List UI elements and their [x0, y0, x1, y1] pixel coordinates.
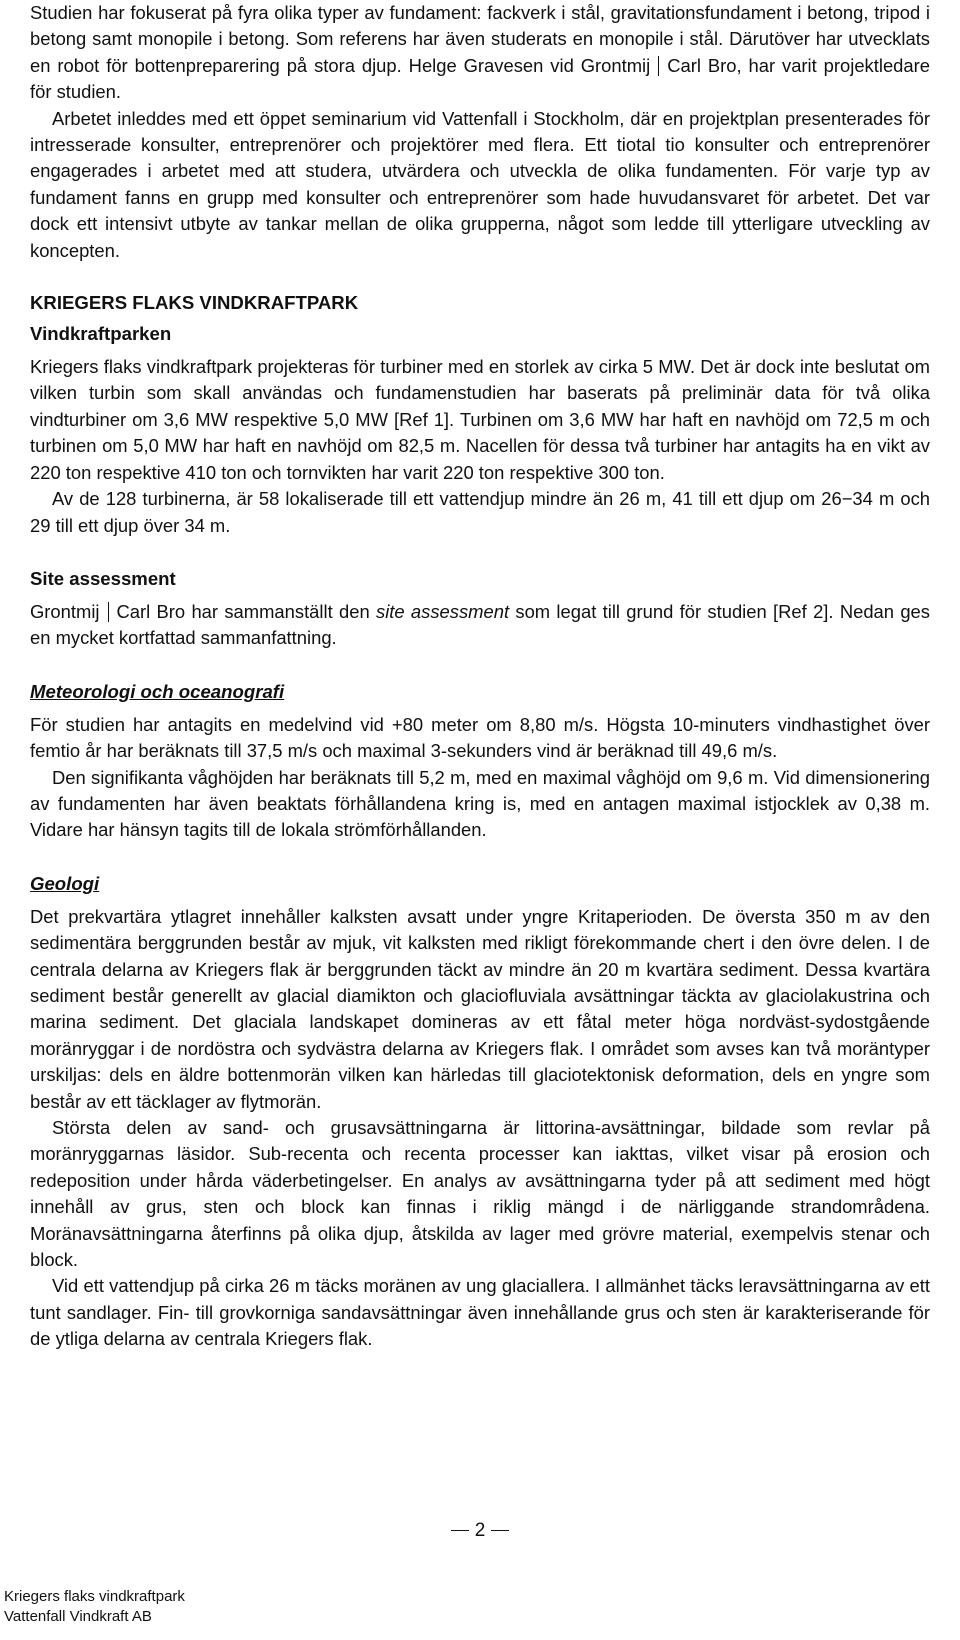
dash-left: [451, 1530, 469, 1532]
dash-right: [491, 1530, 509, 1532]
org-name-carl-bro: Carl Bro, har varit projektledare för studien.: [30, 54, 930, 103]
page-number-value: 2: [474, 1520, 486, 1541]
site-assessment-italic: site assessment: [376, 600, 510, 622]
body-text: [30, 0, 930, 1353]
park-paragraph-2: Av de 128 turbinerna, är 58 lokaliserade till ett vattendjup mindre än 26 m, 41 till ett djup om 26−34 m och 29 till ett djup över 34 m.: [30, 488, 930, 536]
footer-line-1: Kriegers flaks vindkraftpark: [4, 1588, 185, 1605]
intro-paragraph-2: Arbetet inleddes med ett öppet seminarium vid Vattenfall i Stockholm, där en projektplan presenterades för intresserade konsulter, entreprenörer och projektörer med flera. Ett tiotal tio konsulter och entreprenörer engagerades i arbetet med att studera, utvärdera och utveckla de olika fundamenten. För varje typ av fundament fanns en grupp med konsulter och entreprenörer som hade huvudansvaret för arbetet. Det var dock ett intensivt utbyte av tankar mellan de olika grupperna, något som ledde till ytterligare utveckling av koncepten.: [30, 107, 930, 261]
section-title: KRIEGERS FLAKS VINDKRAFTPARK: [30, 292, 359, 314]
site-assessment-paragraph: [30, 599, 930, 652]
intro-paragraph-1: [30, 0, 930, 106]
site-assessment-title: Site assessment: [30, 567, 176, 589]
park-paragraph-1: Kriegers flaks vindkraftpark projekteras för turbiner med en storlek av cirka 5 MW. Det är dock inte beslutat om vilken turbin som skall användas och fundamenstudien har baserats på preliminär data för två olika vindturbiner om 3,6 MW respektive 5,0 MW [Ref 1]. Turbinen om 3,6 MW har haft en navhöjd om 72,5 m och turbinen om 5,0 MW har haft en navhöjd om 82,5 m. Nacellen för dessa två turbiner har antagits ha en vikt av 220 ton respektive 410 ton och tornvikten har varit 220 ton respektive 300 ton.: [30, 356, 930, 483]
meteorology-paragraph-1: För studien har antagits en medelvind vid +80 meter om 8,80 m/s. Högsta 10-minuters vindhastighet över femtio år har beräknats till 37,5 m/s och maximal 3-sekunders vind är beräknad till 49,6 m/s.: [30, 713, 930, 762]
site-text: Carl Bro har sammanställt den: [116, 600, 370, 622]
page-footer: [4, 1587, 185, 1627]
intro-text: Studien har fokuserat på fyra olika typer av fundament: fackverk i stål, gravitationsfundament i betong, tripod i betong samt monopile i betong. Som referens har även studerats en monopile i stål. Därutöver har utvecklats en robot för bottenpreparering på stora djup. Helge Gravesen vid: [30, 2, 930, 76]
geology-paragraph-2: Största delen av sand- och grusavsättningarna är littorina-avsättningar, bildade som revlar på moränryggarnas läsidor. Sub-recenta och recenta processer kan iakttas, vilket visar på erosion och redeposition under hårda väderbetingelser. En analys av avsättningarna tyder på att sediment med högt innehåll av grus, sten och block kan finnas i riklig mängd i de närliggande strandområdena. Moränavsättningarna återfinns på olika djup, åtskilda av lager med grövre material, exempelvis stenar och block.: [30, 1117, 930, 1271]
meteorology-title: Meteorologi och oceanografi: [30, 680, 285, 702]
section-subtitle: Vindkraftparken: [30, 323, 172, 345]
separator-bar: [108, 602, 109, 622]
geology-paragraph-1: Det prekvartära ytlagret innehåller kalksten avsatt under yngre Kritaperioden. De översta 350 m av den sedimentära berggrunden består av mjuk, vit kalksten med rikligt förekommande chert i den övre delen. I de centrala delarna av Kriegers flak är berggrunden täckt av mindre än 20 m kvartära sediment. Dessa kvartära sediment består generellt av glacial diamikton och glaciofluviala avsättningar täckta av glaciolakustrina och marina sediment. Det glaciala landskapet domineras av ett fåtal meter höga nordväst-sydostgående moränryggar i de nordöstra och sydvästra delarna av Kriegers flak. I området som avses kan två moräntyper urskiljas: dels en äldre bottenmorän vilken kan härledas till glaciotektonisk deformation, dels en yngre som består av ett täcklager av flytmorän.: [30, 905, 930, 1112]
site-text-rest: som legat till grund för studien [Ref 2]. Nedan ges en mycket kortfattad sammanfattning.: [30, 600, 930, 649]
org-name-grontmij: Grontmij: [580, 54, 651, 76]
geology-paragraph-3: Vid ett vattendjup på cirka 26 m täcks moränen av ung glaciallera. I allmänhet täcks leravsättningarna av ett tunt sandlager. Fin- till grovkorniga sandavsättningar även innehållande grus och sten är karakteriserande för de ytliga delarna av centrala Kriegers flak.: [30, 1275, 930, 1350]
footer-line-2: Vattenfall Vindkraft AB: [4, 1608, 152, 1625]
separator-bar: [658, 56, 659, 76]
meteorology-paragraph-2: Den signifikanta våghöjden har beräknats till 5,2 m, med en maximal våghöjd om 9,6 m. Vid dimensionering av fundamenten har även beaktats förhållandena kring is, med en antagen maximal istjocklek av 0,38 m. Vidare har hänsyn tagits till de lokala strömförhållanden.: [30, 766, 930, 841]
page-number: [0, 1520, 960, 1542]
org-name-grontmij: Grontmij: [30, 600, 100, 622]
geology-title: Geologi: [30, 872, 100, 894]
